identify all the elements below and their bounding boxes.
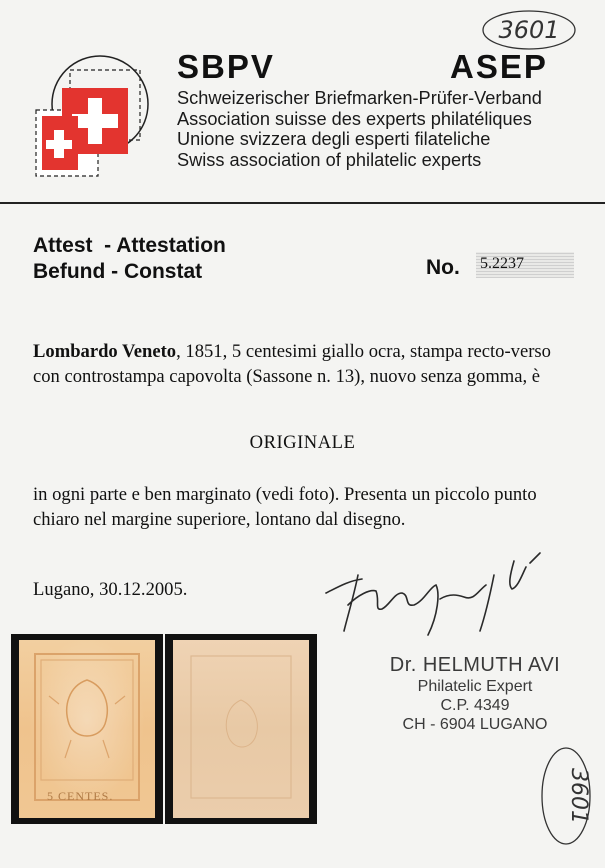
title-befund: Befund - Constat [33, 260, 203, 283]
stamp-front-value-text: 5 CENTES. [47, 789, 114, 803]
expert-title: Philatelic Expert [417, 678, 533, 695]
stamp-back-design [173, 640, 309, 818]
association-names [177, 88, 542, 170]
stamp-description [33, 340, 578, 389]
association-name-de: Schweizerischer Briefmarken-Prüfer-Verband [177, 88, 542, 108]
side-handwritten-number [538, 744, 594, 848]
verdict: ORIGINALE [249, 432, 356, 453]
title-attest: Attest - Attestation [33, 234, 226, 257]
handwritten-number-text: 3601 [498, 16, 560, 44]
sbpv-logo-icon [30, 52, 150, 182]
expert-name: Dr. HELMUTH AVI [389, 654, 561, 676]
association-name-it: Unione svizzera degli esperti filateliche [177, 129, 491, 149]
stamp-country: Lombardo Veneto [33, 341, 177, 362]
association-name-en: Swiss association of philatelic experts [177, 149, 482, 170]
side-handwritten-number-text: 3601 [566, 768, 591, 824]
brand-asep: ASEP [450, 48, 548, 85]
header-divider [0, 202, 605, 204]
expert-address: CH - 6904 LUGANO [402, 716, 548, 733]
handwritten-number-circled [480, 8, 578, 52]
stamp-details: , 1851, 5 centesimi giallo ocra, stampa recto-verso con controstampa capovolta (Sassone n. 13), nuovo senza gomma, è [33, 341, 551, 387]
association-name-fr: Association suisse des experts philatéliques [177, 108, 532, 129]
brand-sbpv: SBPV [177, 48, 275, 85]
expert-stamp [375, 654, 575, 734]
document-titles [33, 233, 226, 285]
certificate-number-label: No. [426, 256, 460, 279]
place-date: Lugano, 30.12.2005. [33, 579, 188, 600]
expert-signature [318, 545, 578, 655]
stamp-front-photo [11, 634, 163, 824]
condition-notes: in ogni parte e ben marginato (vedi foto). Presenta un piccolo punto chiaro nel margine superiore, lontano dal disegno. [33, 484, 537, 530]
stamp-back-photo [165, 634, 317, 824]
certificate-number-value: 5.2237 [480, 255, 524, 272]
expert-po-box: C.P. 4349 [440, 697, 510, 714]
